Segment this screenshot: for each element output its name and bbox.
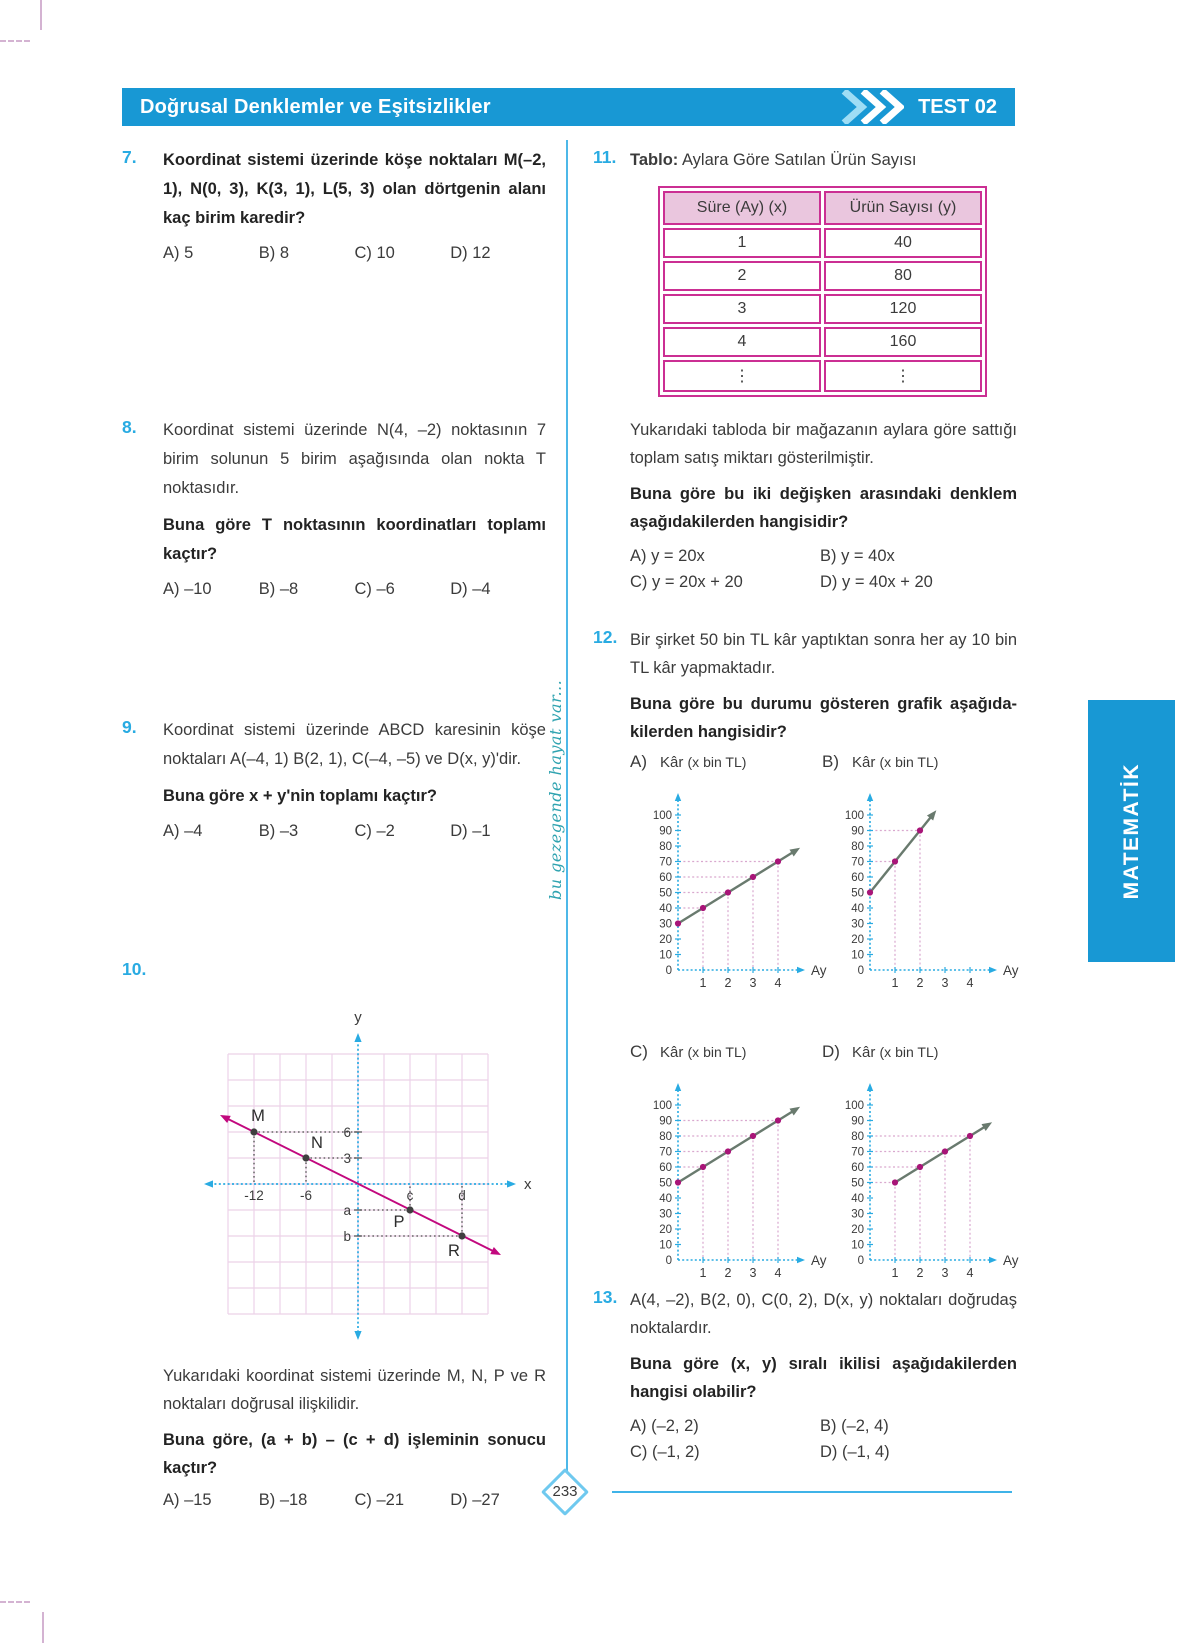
- svg-text:0: 0: [665, 1255, 672, 1267]
- graph-d-header: [822, 1042, 1027, 1062]
- option-c: C) (–1, 2): [630, 1443, 700, 1461]
- graph-axis-title: Kâr (x bin TL): [852, 1044, 939, 1061]
- option-b: B) (–2, 4): [820, 1417, 889, 1435]
- table-caption: [630, 146, 1017, 174]
- graph-b-header: [822, 752, 1027, 772]
- profit-chart-b: [822, 774, 1020, 996]
- svg-text:50: 50: [659, 1177, 672, 1190]
- graph-letter: C): [630, 1042, 648, 1061]
- svg-text:80: 80: [851, 841, 864, 853]
- svg-text:100: 100: [652, 810, 672, 822]
- subject-tab: [1088, 700, 1175, 962]
- table-header-months: Süre (Ay) (x): [663, 191, 821, 225]
- question-text: Koordinat sistemi üzerinde köşe noktaları M(–2, 1), N(0, 3), K(3, 1), L(5, 3) olan dörtgenin alanı kaç birim karedir?: [163, 151, 546, 227]
- graph-letter: B): [822, 752, 839, 771]
- svg-text:3: 3: [941, 976, 949, 990]
- table-row: [663, 294, 982, 324]
- svg-text:3: 3: [343, 1151, 351, 1166]
- svg-text:b: b: [343, 1229, 351, 1244]
- svg-text:Ay: Ay: [1003, 963, 1019, 978]
- svg-text:10: 10: [851, 949, 864, 962]
- crop-mark: [0, 1601, 30, 1603]
- graph-option-c: [630, 1042, 835, 1286]
- product-table: [658, 186, 987, 397]
- table-cell: 160: [824, 327, 982, 357]
- table-row: [663, 360, 982, 392]
- option-b: B) –8: [258, 580, 299, 598]
- crop-mark: [0, 40, 30, 42]
- svg-text:50: 50: [659, 887, 672, 900]
- svg-text:10: 10: [851, 1239, 864, 1252]
- svg-text:30: 30: [659, 918, 672, 931]
- answer-options-row-1: [630, 547, 1017, 566]
- question-prompt: Buna göre, (a + b) – (c + d) işleminin sonucu kaçtır?: [163, 1431, 546, 1477]
- option-b: B) y = 40x: [820, 547, 895, 565]
- question-13: [593, 1286, 1017, 1462]
- svg-text:6: 6: [343, 1125, 351, 1140]
- svg-text:90: 90: [851, 1115, 864, 1128]
- svg-text:Ay: Ay: [811, 1253, 827, 1268]
- svg-text:70: 70: [659, 1146, 672, 1159]
- svg-text:1: 1: [699, 1266, 707, 1280]
- option-c: C) –21: [354, 1491, 405, 1509]
- svg-text:2: 2: [916, 1266, 924, 1280]
- svg-text:100: 100: [844, 1100, 864, 1112]
- table-cell: 1: [663, 228, 821, 258]
- svg-text:30: 30: [851, 918, 864, 931]
- answer-options-row-1: [630, 1417, 1017, 1436]
- svg-text:60: 60: [851, 1162, 864, 1174]
- svg-text:40: 40: [851, 903, 864, 915]
- svg-text:70: 70: [851, 1146, 864, 1159]
- svg-text:40: 40: [851, 1193, 864, 1205]
- svg-text:30: 30: [851, 1208, 864, 1221]
- profit-chart-c: [630, 1064, 828, 1286]
- option-a: A) –4: [163, 822, 203, 840]
- table-cell: 2: [663, 261, 821, 291]
- option-a: A) –15: [163, 1491, 212, 1509]
- graph-a-header: [630, 752, 835, 772]
- answer-options: [163, 580, 546, 599]
- watermark-text: bu gezegende hayat var...: [546, 679, 565, 900]
- graph-option-b: [822, 752, 1027, 996]
- option-c: C) y = 20x + 20: [630, 573, 743, 591]
- crop-mark: [40, 0, 42, 30]
- svg-text:50: 50: [851, 887, 864, 900]
- footer-rule: [612, 1491, 1012, 1493]
- question-prompt: Buna göre (x, y) sıralı ikilisi aşağıdakilerden hangisi olabilir?: [630, 1355, 1017, 1401]
- question-9: [122, 716, 546, 841]
- page-number: 233: [552, 1483, 578, 1500]
- question-12: [593, 626, 1017, 746]
- subject-tab-label: MATEMATİK: [1119, 762, 1143, 900]
- table-cell: 40: [824, 228, 982, 258]
- table-cell: 4: [663, 327, 821, 357]
- svg-text:60: 60: [659, 872, 672, 884]
- svg-text:P: P: [393, 1213, 405, 1231]
- svg-text:-6: -6: [299, 1188, 313, 1203]
- question-number: 12.: [593, 627, 618, 647]
- question-11: [593, 146, 1017, 592]
- answer-options-row-2: [630, 573, 1017, 592]
- question-number: 9.: [122, 717, 137, 737]
- table-cell: 120: [824, 294, 982, 324]
- option-b: B) –18: [258, 1491, 308, 1509]
- graph-axis-title: Kâr (x bin TL): [660, 1044, 747, 1061]
- svg-text:60: 60: [659, 1162, 672, 1174]
- graph-axis-title: Kâr (x bin TL): [852, 754, 939, 771]
- graph-c-header: [630, 1042, 835, 1062]
- question-number: 8.: [122, 417, 137, 437]
- svg-text:70: 70: [851, 856, 864, 869]
- graph-option-a: [630, 752, 835, 996]
- test-number-label: TEST 02: [918, 95, 997, 118]
- svg-text:d: d: [458, 1188, 466, 1203]
- svg-text:1: 1: [891, 976, 899, 990]
- svg-text:80: 80: [659, 1131, 672, 1143]
- svg-text:80: 80: [659, 841, 672, 853]
- table-caption-label: Tablo:: [630, 151, 679, 169]
- q10-coordinate-figure: [122, 1006, 546, 1349]
- svg-text:90: 90: [659, 825, 672, 838]
- svg-text:N: N: [311, 1134, 323, 1152]
- svg-text:3: 3: [941, 1266, 949, 1280]
- svg-text:50: 50: [851, 1177, 864, 1190]
- answer-options-row-2: [630, 1443, 1017, 1462]
- svg-text:3: 3: [749, 976, 757, 990]
- q10-coordinate-graph: [122, 1006, 546, 1344]
- option-b: B) –3: [258, 822, 299, 840]
- svg-text:Ay: Ay: [811, 963, 827, 978]
- svg-text:4: 4: [966, 1266, 974, 1280]
- option-d: D) –1: [450, 822, 491, 840]
- table-row: [663, 261, 982, 291]
- svg-text:x: x: [524, 1176, 532, 1193]
- svg-text:2: 2: [724, 976, 732, 990]
- graph-option-d: [822, 1042, 1027, 1286]
- svg-text:1: 1: [699, 976, 707, 990]
- svg-text:20: 20: [851, 934, 864, 946]
- crop-mark: [42, 1612, 44, 1643]
- svg-text:0: 0: [857, 965, 864, 977]
- question-text: Yukarıdaki koordinat sistemi üzerinde M, N, P ve R noktaları doğrusal ilişkilidir.: [163, 1367, 546, 1413]
- svg-text:4: 4: [774, 976, 782, 990]
- svg-text:40: 40: [659, 903, 672, 915]
- question-number: 13.: [593, 1287, 618, 1307]
- table-row: [663, 327, 982, 357]
- answer-options: [163, 822, 546, 841]
- option-c: C) –2: [354, 822, 395, 840]
- svg-text:20: 20: [659, 934, 672, 946]
- table-cell: 3: [663, 294, 821, 324]
- svg-text:90: 90: [851, 825, 864, 838]
- svg-text:70: 70: [659, 856, 672, 869]
- question-prompt: Buna göre x + y'nin toplamı kaçtır?: [163, 787, 437, 805]
- answer-options: [163, 244, 546, 263]
- svg-text:10: 10: [659, 949, 672, 962]
- option-d: D) –27: [450, 1491, 500, 1509]
- svg-text:R: R: [448, 1242, 460, 1260]
- question-10: [122, 958, 546, 1510]
- svg-text:4: 4: [966, 976, 974, 990]
- chevron-decoration-icon: [838, 90, 904, 124]
- question-text: Bir şirket 50 bin TL kâr yaptıktan sonra her ay 10 bin TL kâr yapmaktadır.: [630, 631, 1017, 677]
- graph-axis-title: Kâr (x bin TL): [660, 754, 747, 771]
- svg-text:M: M: [251, 1107, 265, 1125]
- svg-text:80: 80: [851, 1131, 864, 1143]
- svg-text:40: 40: [659, 1193, 672, 1205]
- option-d: D) (–1, 4): [820, 1443, 890, 1461]
- svg-text:90: 90: [659, 1115, 672, 1128]
- svg-text:100: 100: [652, 1100, 672, 1112]
- answer-options: [163, 1491, 546, 1510]
- question-number: 11.: [593, 147, 617, 167]
- column-divider: [566, 140, 568, 1480]
- svg-text:3: 3: [749, 1266, 757, 1280]
- svg-text:30: 30: [659, 1208, 672, 1221]
- svg-text:10: 10: [659, 1239, 672, 1252]
- svg-text:100: 100: [844, 810, 864, 822]
- question-7: [122, 146, 546, 263]
- table-cell: ⋮: [663, 360, 821, 392]
- page-header: [122, 88, 1015, 126]
- svg-text:2: 2: [724, 1266, 732, 1280]
- option-a: A) –10: [163, 580, 212, 598]
- svg-text:Ay: Ay: [1003, 1253, 1019, 1268]
- graph-letter: A): [630, 752, 647, 771]
- svg-text:60: 60: [851, 872, 864, 884]
- table-caption-text: Aylara Göre Satılan Ürün Sayısı: [681, 151, 917, 169]
- graph-letter: D): [822, 1042, 840, 1061]
- svg-text:0: 0: [665, 965, 672, 977]
- table-cell: ⋮: [824, 360, 982, 392]
- option-a: A) (–2, 2): [630, 1417, 699, 1435]
- option-d: D) –4: [450, 580, 491, 598]
- page-title: Doğrusal Denklemler ve Eşitsizlikler: [140, 95, 491, 118]
- option-d: D) y = 40x + 20: [820, 573, 933, 591]
- question-text: Koordinat sistemi üzerinde ABCD karesinin köşe noktaları A(–4, 1) B(2, 1), C(–4, –5) ve D(x, y)'dir.: [163, 721, 546, 768]
- table-header-products: Ürün Sayısı (y): [824, 191, 982, 225]
- svg-text:c: c: [406, 1188, 414, 1203]
- question-number: 7.: [122, 147, 137, 167]
- profit-chart-d: [822, 1064, 1020, 1286]
- table-row: [663, 228, 982, 258]
- option-c: C) 10: [354, 244, 395, 262]
- option-a: A) 5: [163, 244, 194, 262]
- option-b: B) 8: [258, 244, 290, 262]
- option-a: A) y = 20x: [630, 547, 705, 565]
- question-text: Koordinat sistemi üzerinde N(4, –2) noktasının 7 birim solunun 5 birim aşağısında olan nokta T noktasıdır.: [163, 421, 546, 497]
- header-right: [838, 90, 1015, 124]
- question-text: Yukarıdaki tabloda bir mağazanın aylara göre sattığı toplam satış miktarı gösterilmiştir.: [630, 421, 1017, 467]
- question-prompt: Buna göre bu iki değişken arasındaki denklem aşağıdakilerden hangisidir?: [630, 485, 1017, 531]
- svg-text:20: 20: [851, 1224, 864, 1236]
- question-8: [122, 416, 546, 599]
- option-c: C) –6: [354, 580, 395, 598]
- question-number: 10.: [122, 959, 147, 979]
- svg-text:20: 20: [659, 1224, 672, 1236]
- svg-text:2: 2: [916, 976, 924, 990]
- svg-text:1: 1: [891, 1266, 899, 1280]
- option-d: D) 12: [450, 244, 491, 262]
- svg-text:0: 0: [857, 1255, 864, 1267]
- question-prompt: Buna göre bu durumu gösteren grafik aşağıda- kilerden hangisidir?: [630, 695, 1017, 741]
- table-cell: 80: [824, 261, 982, 291]
- question-text: A(4, –2), B(2, 0), C(0, 2), D(x, y) noktaları doğrudaş noktalardır.: [630, 1291, 1017, 1337]
- svg-text:-12: -12: [244, 1188, 264, 1203]
- svg-text:4: 4: [774, 1266, 782, 1280]
- svg-text:y: y: [354, 1009, 362, 1026]
- question-prompt: Buna göre T noktasının koordinatları toplamı kaçtır?: [163, 516, 546, 563]
- profit-chart-a: [630, 774, 828, 996]
- svg-text:a: a: [343, 1203, 351, 1218]
